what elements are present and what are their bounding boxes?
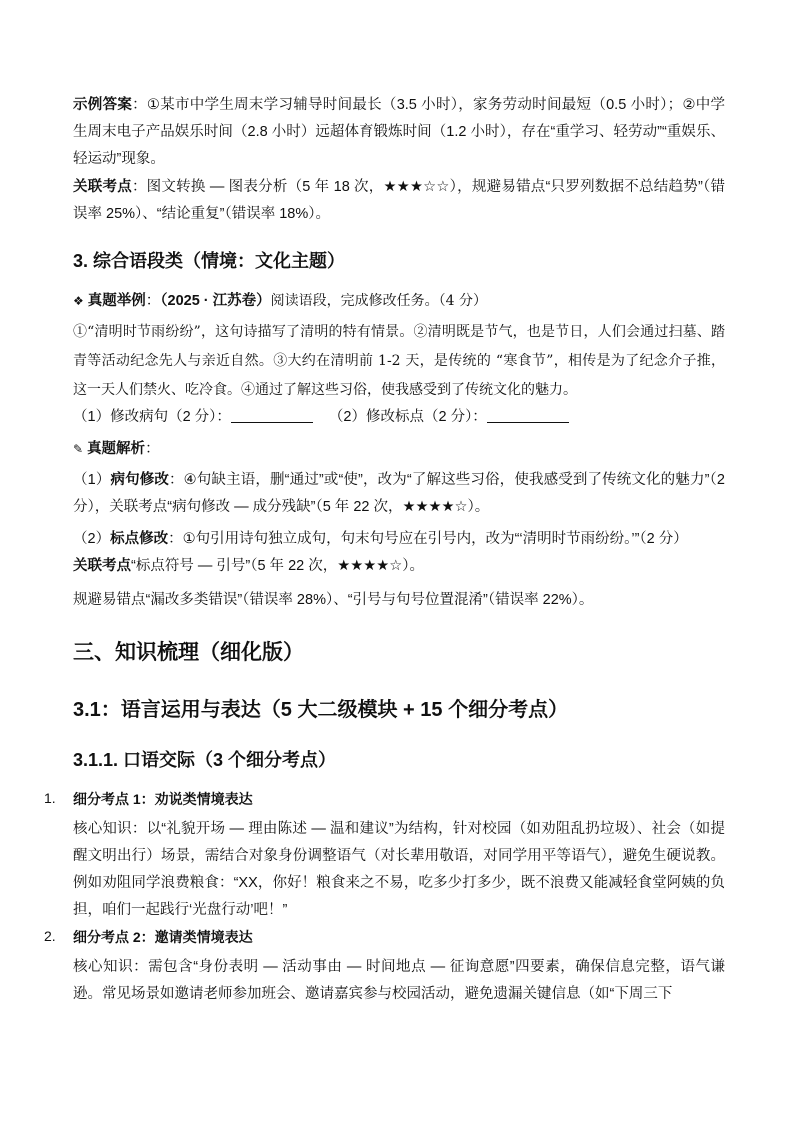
exam-passage: ①“清明时节雨纷纷”，这句诗描写了清明的特有情景。②清明既是节气，也是节日，人们会通过扫墓、踏青等活动纪念先人与亲近自然。③大约在清明前 1-2 天，是传统的 “寒食节”，相传是为了纪念介子推，这一天人们禁火、吃冷食。④通过了解这些习俗，使我感受到了传统文化的魅力。: [73, 324, 725, 398]
answer-2-kp-text: “标点符号 — 引号”（5 年 22 次，★★★★☆）。: [131, 558, 424, 574]
answer-blank-1: [231, 408, 313, 423]
item-2-title: 细分考点 2：邀请类情境表达: [73, 929, 253, 945]
answer-2-label: 标点修改: [110, 531, 169, 547]
answer-2-text: ：①句引用诗句独立成句，句末句号应在引号内，改为“‘清明时节雨纷纷。’”（2 分）: [168, 531, 688, 547]
list-number-1: 1.: [44, 790, 56, 806]
avoid-errors-line: 规避易错点“漏改多类错误”（错误率 28%）、“引号与句号位置混淆”（错误率 22%）。: [73, 592, 594, 608]
pencil-icon: ✎: [73, 442, 84, 456]
example-answer-label: 示例答案: [73, 97, 133, 113]
real-example-line: [73, 287, 725, 316]
answer-2-prefix: （2）: [73, 531, 111, 547]
answer-1-label: 病句修改: [110, 472, 170, 488]
question-line: [73, 404, 725, 431]
answer-2-kp-label: 关联考点: [73, 558, 131, 574]
related-points-text: ：图文转换 — 图表分析（5 年 18 次，★★★☆☆），规避易错点“只罗列数据不总结趋势”（错误率 25%）、“结论重复”（错误率 18%）。: [73, 179, 725, 222]
answer-blank-2: [487, 408, 569, 423]
answer-1-prefix: （1）: [73, 472, 111, 488]
subsection-title: 3.1：语言运用与表达（5 大二级模块 + 15 个细分考点）: [73, 699, 569, 721]
analysis-answer-1: [73, 467, 725, 521]
item-1-body: 核心知识：以“礼貌开场 — 理由陈述 — 温和建议”为结构，针对校园（如劝阻乱扔垃圾）、社会（如提醒文明出行）场景，需结合对象身份调整语气（对长辈用敬语，对同学用平等语气），避免生硬说教。例如劝阻同学浪费粮食：“XX，你好！粮食来之不易，吃多少打多少，既不浪费又能减轻食堂阿姨的负担，咱们一起践行‘光盘行动’吧！”: [73, 821, 725, 918]
related-points-label: 关联考点: [73, 179, 132, 195]
section-heading-3: 3. 综合语段类（情境：文化主题）: [73, 251, 346, 271]
diamond-bullet-icon: ❖: [73, 294, 84, 308]
analysis-colon: ：: [145, 441, 160, 457]
analysis-heading: [73, 436, 725, 463]
real-example-colon: ：: [145, 293, 161, 309]
analysis-label: 真题解析: [87, 441, 146, 457]
real-example-label: 真题举例: [87, 293, 146, 309]
item-1-title: 细分考点 1：劝说类情境表达: [73, 791, 253, 807]
answer-1-text: ：④句缺主语，删“通过”或“使”，改为“了解这些习俗，使我感受到了传统文化的魅力”（2 分），关联考点“病句修改 — 成分残缺”（5 年 22 次，★★★★☆）。: [73, 472, 725, 515]
real-example-task: 阅读语段，完成修改任务。（4 分）: [270, 293, 488, 309]
analysis-answer-2: [73, 526, 725, 580]
item-2-body: 核心知识：需包含“身份表明 — 活动事由 — 时间地点 — 征询意愿”四要素，确保信息完整，语气谦逊。常见场景如邀请老师参加班会、邀请嘉宾参与校园活动，避免遗漏关键信息（如“下周三下: [73, 959, 725, 1002]
section-title: 三、知识梳理（细化版）: [73, 641, 304, 664]
subsubsection-title: 3.1.1. 口语交际（3 个细分考点）: [73, 750, 337, 770]
real-example-source: （2025 · 江苏卷）: [160, 293, 271, 309]
question-1: （1）修改病句（2 分）：: [73, 409, 231, 425]
question-2: （2）修改标点（2 分）：: [328, 409, 487, 425]
example-answer-paragraph: [73, 92, 725, 173]
related-points-paragraph: [73, 174, 725, 228]
list-number-2: 2.: [44, 928, 56, 944]
example-answer-text: ：①某市中学生周末学习辅导时间最长（3.5 小时），家务劳动时间最短（0.5 小时）；②中学生周末电子产品娱乐时间（2.8 小时）远超体育锻炼时间（1.2 小时），存在“重学习、轻劳动”“重娱乐、轻运动”现象。: [73, 97, 726, 167]
